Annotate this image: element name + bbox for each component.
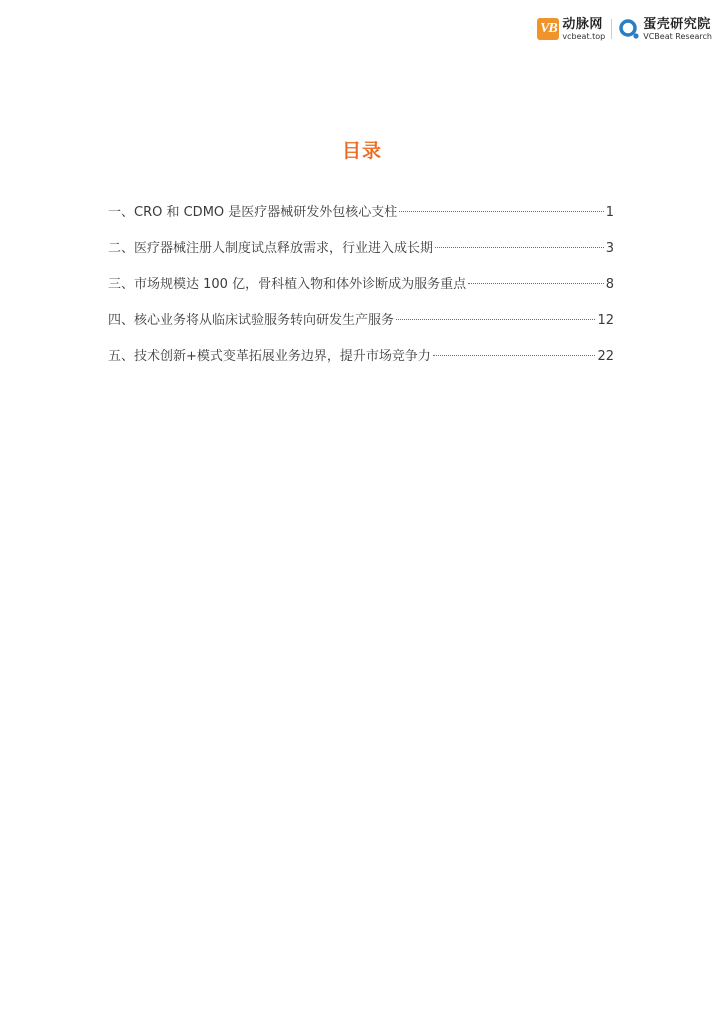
logo-divider (611, 19, 612, 39)
toc-entry-title: 三、市场规模达 100 亿，骨科植入物和体外诊断成为服务重点 (108, 277, 467, 292)
toc-page-number: 1 (605, 205, 614, 220)
toc-entry-title: 四、核心业务将从临床试验服务转向研发生产服务 (108, 313, 395, 328)
research-logo-subtitle: VCBeat Research (643, 31, 712, 41)
toc-page-number: 8 (605, 277, 614, 292)
vb-logo-name: 动脉网 (562, 16, 603, 32)
toc-dot-leader (399, 211, 603, 212)
toc-dot-leader (396, 319, 595, 320)
toc-entry-title: 五、技术创新+模式变革拓展业务边界，提升市场竞争力 (108, 349, 431, 364)
vcbeat-research-logo (618, 18, 712, 41)
toc-title: 目录 (341, 140, 382, 162)
toc-list (108, 201, 614, 381)
vb-logo-text (562, 18, 605, 41)
toc-page-number: 22 (597, 349, 614, 364)
toc-page-number: 12 (597, 313, 614, 328)
toc-page-number: 3 (605, 241, 614, 256)
toc-entry[interactable] (108, 345, 614, 381)
vcbeat-logo (537, 18, 605, 41)
header-logos (537, 15, 712, 43)
toc-entry-title: 一、CRO 和 CDMO 是医疗器械研发外包核心支柱 (108, 205, 398, 220)
toc-entry-title: 二、医疗器械注册人制度试点释放需求，行业进入成长期 (108, 241, 434, 256)
vb-logo-domain: vcbeat.top (562, 31, 606, 41)
toc-entry[interactable] (108, 237, 614, 273)
toc-dot-leader (433, 355, 596, 356)
research-logo-icon (618, 18, 640, 40)
research-logo-text (643, 18, 712, 41)
research-logo-name: 蛋壳研究院 (643, 16, 711, 32)
vb-logo-mark: VB (537, 18, 559, 40)
toc-dot-leader (468, 283, 604, 284)
toc-entry[interactable] (108, 273, 614, 309)
toc-entry[interactable] (108, 309, 614, 345)
toc-entry[interactable] (108, 201, 614, 237)
toc-dot-leader (435, 247, 604, 248)
